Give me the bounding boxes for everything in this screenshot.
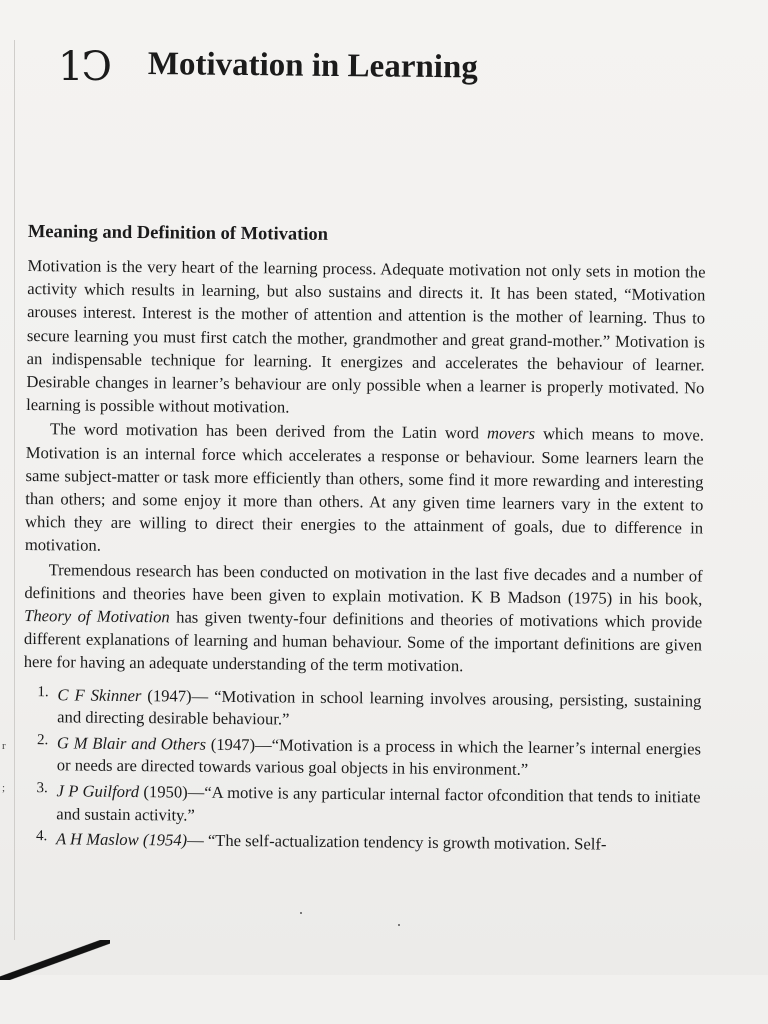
definitions-list xyxy=(22,684,702,858)
definition-year: (1947)— xyxy=(141,685,215,706)
paragraph-text: which means to move. Motivation is an internal force which accelerates a response or behaviour. Some learners learn the same subject-matter or task more efficiently than others, some find it more rewarding and interesting than others; and some enjoy it more than others. At any given time learners vary in the extent to which they are willing to direct their energies to the attainment of goals, due to difference in motivation. xyxy=(24,424,705,556)
body-text xyxy=(22,220,706,860)
definition-author: A H Maslow (1954) xyxy=(55,829,188,850)
definition-year: (1950)— xyxy=(138,782,205,802)
definition-item xyxy=(22,828,700,857)
definition-text: “A motive is any particular internal factor ofcondition that tends to initiate and sustain activity.” xyxy=(56,782,701,825)
paragraph-intro: Motivation is the very heart of the learning process. Adequate motivation not only sets in motion the activity which results in learning, but also sustains and directs it. It has been stated, “Motivation arouses interest. Interest is the mother of attention and attention is the mother of learning. Thus to secure learning you must first catch the mother, grandmother and great grand-mother.” Motivation is an indispensable technique for learning. It energizes and accelerates the behaviour of learner. Desirable changes in learner’s behaviour are only possible when a learner is properly motivated. No learning is possible without motivation. xyxy=(26,255,706,417)
paragraph-research xyxy=(24,558,703,681)
latin-word: movers xyxy=(486,423,536,444)
paragraph-text: The word motivation has been derived from the Latin word xyxy=(49,419,488,443)
definition-text: “The self-actualization tendency is growth motivation. Self- xyxy=(207,830,607,854)
chapter-title: Motivation in Learning xyxy=(147,46,479,86)
definition-number: 4. xyxy=(36,828,48,845)
margin-mark: r xyxy=(2,740,6,752)
scan-speck xyxy=(300,912,302,914)
page-gutter-edge xyxy=(14,40,15,940)
definition-year: — xyxy=(187,830,208,850)
definition-number: 3. xyxy=(36,780,48,797)
book-title: Theory of Motivation xyxy=(24,606,170,627)
paragraph-text: Tremendous research has been conducted on motivation in the last five decades and a number of definitions and theories have been given to explain motivation. K B Madson (1975) in his book, xyxy=(24,559,703,609)
definition-item xyxy=(22,780,700,832)
margin-mark: ; xyxy=(2,782,6,794)
paragraph-text: has given twenty-four definitions and theories of motivations which provide different explanations of learning and human behaviour. Some of the important definitions are given here for having an adequate understanding of the term motivation. xyxy=(23,607,703,676)
chapter-number: 1Ͻ xyxy=(58,44,111,90)
definition-author: C F Skinner xyxy=(57,684,142,705)
definition-text: “Motivation in school learning involves arousing, persisting, sustaining and directing desirable behaviour.” xyxy=(57,686,702,729)
scan-speck xyxy=(398,924,400,926)
definition-number: 1. xyxy=(37,683,49,700)
definition-item xyxy=(23,732,701,784)
paragraph-etymology xyxy=(25,417,704,563)
definition-year: (1947)— xyxy=(205,734,272,755)
definition-item xyxy=(23,684,701,736)
definition-author: J P Guilford xyxy=(56,781,140,802)
section-heading: Meaning and Definition of Motivation xyxy=(27,221,329,245)
definition-author: G M Blair and Others xyxy=(56,733,207,754)
definition-text: “Motivation is a process in which the learner’s internal energies or needs are directed towards various goal objects in his environment.” xyxy=(56,735,702,780)
definition-number: 2. xyxy=(36,731,49,749)
page-corner-shadow xyxy=(0,940,110,980)
page-bottom xyxy=(0,975,768,1024)
